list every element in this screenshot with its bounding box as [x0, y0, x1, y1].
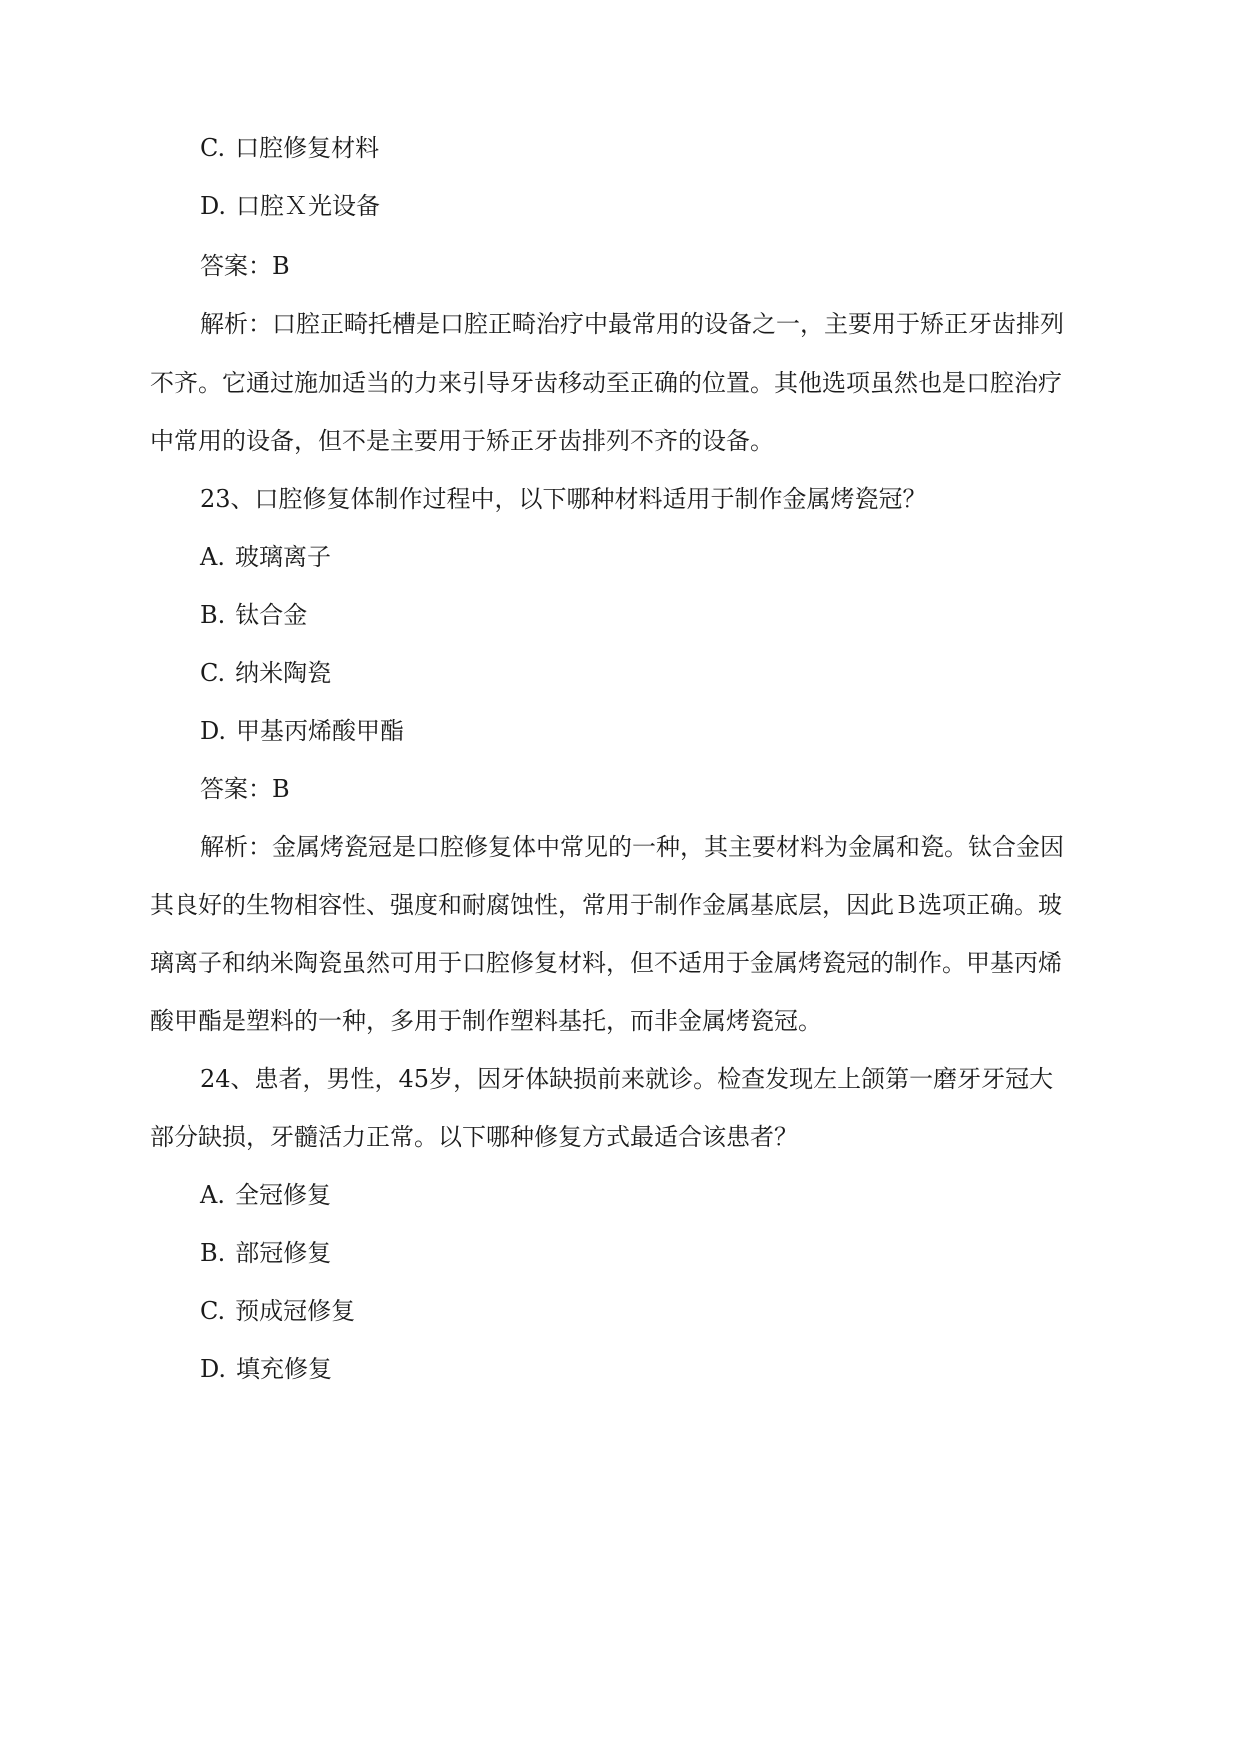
option-label: A.	[200, 543, 225, 571]
option-label: D.	[200, 192, 227, 220]
q22-explanation-line: 不齐。它通过施加适当的力来引导牙齿移动至正确的位置。其他选项虽然也是口腔治疗	[150, 369, 1062, 397]
q24-question-line: 24、患者，男性，45岁，因牙体缺损前来就诊。检查发现左上颌第一磨牙牙冠大	[200, 1065, 1054, 1093]
option-text: 填充修复	[236, 1355, 333, 1383]
option-label: B.	[200, 1239, 226, 1267]
option-text: 钛合金	[235, 601, 308, 629]
option-text: 部冠修复	[235, 1239, 332, 1267]
q22-option-c	[0, 133, 1241, 163]
option-label: B.	[200, 601, 226, 629]
option-text: 预成冠修复	[235, 1297, 356, 1325]
q23-option-a	[0, 542, 1241, 572]
q23-question: 23、口腔修复体制作过程中，以下哪种材料适用于制作金属烤瓷冠？	[200, 485, 927, 513]
q24-option-c	[0, 1296, 1241, 1326]
q23-explanation-line: 酸甲酯是塑料的一种，多用于制作塑料基托，而非金属烤瓷冠。	[150, 1007, 822, 1035]
option-label: C.	[200, 659, 226, 687]
q22-answer: 答案：B	[200, 252, 290, 280]
option-text: 甲基丙烯酸甲酯	[236, 717, 405, 745]
q23-explanation-line: 璃离子和纳米陶瓷虽然可用于口腔修复材料，但不适用于金属烤瓷冠的制作。甲基丙烯	[150, 949, 1062, 977]
q24-option-a	[0, 1180, 1241, 1210]
option-label: A.	[200, 1181, 225, 1209]
q24-option-d	[0, 1354, 1241, 1384]
q23-option-d	[0, 716, 1241, 746]
option-text: 口腔修复材料	[235, 134, 380, 162]
option-text: 玻璃离子	[234, 543, 331, 571]
q24-question-line: 部分缺损，牙髓活力正常。以下哪种修复方式最适合该患者？	[150, 1123, 798, 1151]
q23-option-b	[0, 600, 1241, 630]
option-label: D.	[200, 717, 227, 745]
option-label: D.	[200, 1355, 227, 1383]
q24-option-b	[0, 1238, 1241, 1268]
q22-option-d	[0, 191, 1241, 221]
option-text: 纳米陶瓷	[235, 659, 332, 687]
option-text: 全冠修复	[234, 1181, 331, 1209]
option-label: C.	[200, 134, 226, 162]
q22-explanation-line: 解析：口腔正畸托槽是口腔正畸治疗中最常用的设备之一，主要用于矫正牙齿排列	[200, 310, 1064, 338]
option-label: C.	[200, 1297, 226, 1325]
q23-explanation-line: 其良好的生物相容性、强度和耐腐蚀性，常用于制作金属基底层，因此Ｂ选项正确。玻	[150, 891, 1062, 919]
q23-explanation-line: 解析：金属烤瓷冠是口腔修复体中常见的一种，其主要材料为金属和瓷。钛合金因	[200, 833, 1064, 861]
q22-explanation-line: 中常用的设备，但不是主要用于矫正牙齿排列不齐的设备。	[150, 427, 774, 455]
q23-answer: 答案：B	[200, 775, 290, 803]
option-text: 口腔Ｘ光设备	[236, 192, 381, 220]
q23-option-c	[0, 658, 1241, 688]
